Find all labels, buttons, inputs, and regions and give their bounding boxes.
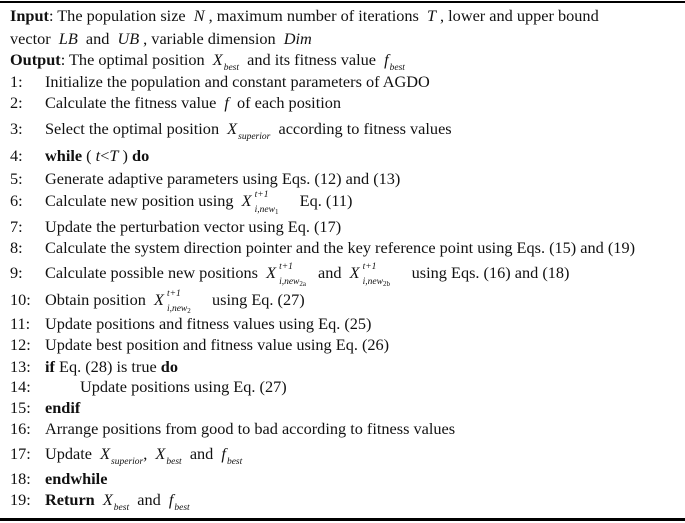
step-text: Update positions using Eq. (27) [80, 377, 287, 396]
step-number: 19: [10, 490, 31, 509]
step-text [45, 490, 190, 513]
subscript [279, 272, 306, 292]
step-number: 9: [10, 263, 23, 282]
var-X: X [100, 444, 111, 463]
step-text: Update best position and fitness value using Eq. (26) [45, 335, 390, 354]
superscript: t+1 [166, 289, 181, 299]
var-X: X [266, 263, 277, 282]
var-Dim: Dim [283, 29, 312, 48]
step-number: 6: [10, 191, 23, 210]
step-text: Generate adaptive parameters using Eqs. (12) and (13) [45, 169, 401, 188]
step-number: 12: [10, 335, 31, 354]
var-X: X [155, 444, 166, 463]
output-text: and its fitness value [247, 50, 377, 69]
var-X: X [227, 119, 238, 138]
step-text-post: Eq. (11) [299, 191, 353, 210]
step-text-pre: Obtain position [45, 290, 146, 309]
step-number: 17: [10, 444, 31, 463]
math-X-new2b [346, 262, 408, 288]
top-rule [0, 1, 685, 3]
step-text: Initialize the population and constant parameters of AGDO [45, 72, 430, 91]
keyword-do: do [160, 357, 178, 376]
input-text: : The population size [48, 6, 186, 25]
superscript: t+1 [254, 190, 269, 200]
subsubscript: 2 [187, 307, 191, 315]
subscript: best [226, 457, 243, 467]
input-text: vector [10, 29, 51, 48]
superscript: t+1 [362, 262, 377, 272]
keyword-endif: endif [45, 398, 81, 417]
subscript-text: i,new [254, 205, 275, 215]
step-text-post: of each position [237, 93, 342, 112]
step-number: 10: [10, 290, 31, 309]
subscript: superior [238, 132, 271, 142]
subscript: best [223, 63, 239, 73]
step-number: 4: [10, 146, 23, 165]
input-text: and [85, 29, 110, 48]
step-number: 5: [10, 169, 23, 188]
var-X: X [102, 490, 113, 509]
subscript: best [113, 503, 130, 513]
var-UB: UB [117, 29, 140, 48]
step-text-mid: and [318, 263, 342, 282]
step-text [45, 190, 353, 216]
keyword-return: Return [45, 490, 95, 509]
step-text-pre: Select the optimal position [45, 119, 220, 138]
var-T: T [109, 146, 119, 165]
output-label: Output [10, 50, 61, 69]
step-number: 16: [10, 419, 31, 438]
math-X-new1 [238, 190, 296, 216]
step-text [45, 93, 341, 113]
paren: ) [122, 146, 128, 165]
var-t: t [95, 146, 101, 165]
step-text: Update the perturbation vector using Eq. (17) [45, 217, 342, 236]
subsubscript: 1 [274, 208, 279, 216]
step-text-pre: Update [45, 444, 93, 463]
keyword-while: while [45, 146, 83, 165]
keyword-endwhile: endwhile [45, 469, 108, 488]
input-label: Input [10, 6, 49, 25]
step-text: Calculate the system direction pointer and the key reference point using Eqs. (15) and (19) [45, 238, 636, 257]
subscript: best [166, 457, 182, 467]
math-X-new2 [150, 289, 208, 315]
subsubscript: 2a [299, 280, 306, 288]
subscript [363, 272, 390, 292]
step-text-pre: Calculate possible new positions [45, 263, 258, 282]
step-text [45, 119, 452, 142]
operator: < [100, 146, 110, 165]
var-X: X [241, 191, 252, 210]
subsubscript: 2b [382, 280, 390, 288]
var-T: T [426, 6, 437, 25]
math-X-new2a [262, 262, 318, 288]
step-text-post: using Eqs. (16) and (18) [411, 263, 570, 282]
var-f: f [168, 490, 174, 509]
step-number: 2: [10, 93, 23, 112]
var-f: f [221, 444, 226, 463]
subscript: best [389, 63, 405, 73]
output-text: : The optimal position [60, 50, 205, 69]
comma: , [143, 444, 148, 463]
step-text [45, 289, 305, 315]
subscript-text: i,new [362, 277, 383, 287]
step-number: 7: [10, 217, 23, 236]
var-f: f [384, 50, 389, 69]
step-number: 13: [10, 357, 31, 376]
step-text: Arrange positions from good to bad according to fitness values [45, 419, 456, 438]
step-text [45, 146, 149, 166]
input-line [10, 6, 599, 26]
step-text-cond: Eq. (28) is true [59, 357, 157, 376]
subscript: superior [111, 457, 144, 467]
paren: ( [86, 146, 92, 165]
step-number: 1: [10, 72, 23, 91]
step-text [45, 357, 178, 377]
step-number: 18: [10, 469, 31, 488]
step-number: 3: [10, 119, 23, 138]
subscript: best [174, 503, 190, 513]
var-f: f [224, 93, 229, 112]
step-text-post: using Eq. (27) [211, 290, 305, 309]
var-N: N [193, 6, 205, 25]
output-line [10, 50, 405, 73]
step-number: 14: [10, 377, 31, 396]
step-text-mid: and [137, 490, 161, 509]
var-X: X [212, 50, 223, 69]
subscript-text: i,new [279, 277, 300, 287]
step-text-pre: Calculate the fitness value [45, 93, 217, 112]
step-text [45, 444, 242, 467]
superscript: t+1 [279, 262, 293, 272]
step-text-pre: Calculate new position using [45, 191, 234, 210]
var-X: X [349, 263, 360, 282]
input-text: , variable dimension [143, 29, 276, 48]
step-text-mid: and [189, 444, 214, 463]
input-text: , lower and upper bound [440, 6, 599, 25]
subscript-text: i,new [166, 304, 188, 314]
step-text-post: according to fitness values [278, 119, 452, 138]
bottom-rule [0, 518, 685, 521]
keyword-do: do [132, 146, 150, 165]
step-number: 15: [10, 398, 31, 417]
var-LB: LB [58, 29, 78, 48]
step-number: 11: [10, 314, 31, 333]
step-number: 8: [10, 238, 23, 257]
input-line-cont [10, 29, 316, 49]
keyword-if: if [45, 357, 55, 376]
var-X: X [153, 290, 164, 309]
step-text: Update positions and fitness values using Eq. (25) [45, 314, 372, 333]
step-text [45, 262, 570, 288]
input-text: , maximum number of iterations [208, 6, 419, 25]
